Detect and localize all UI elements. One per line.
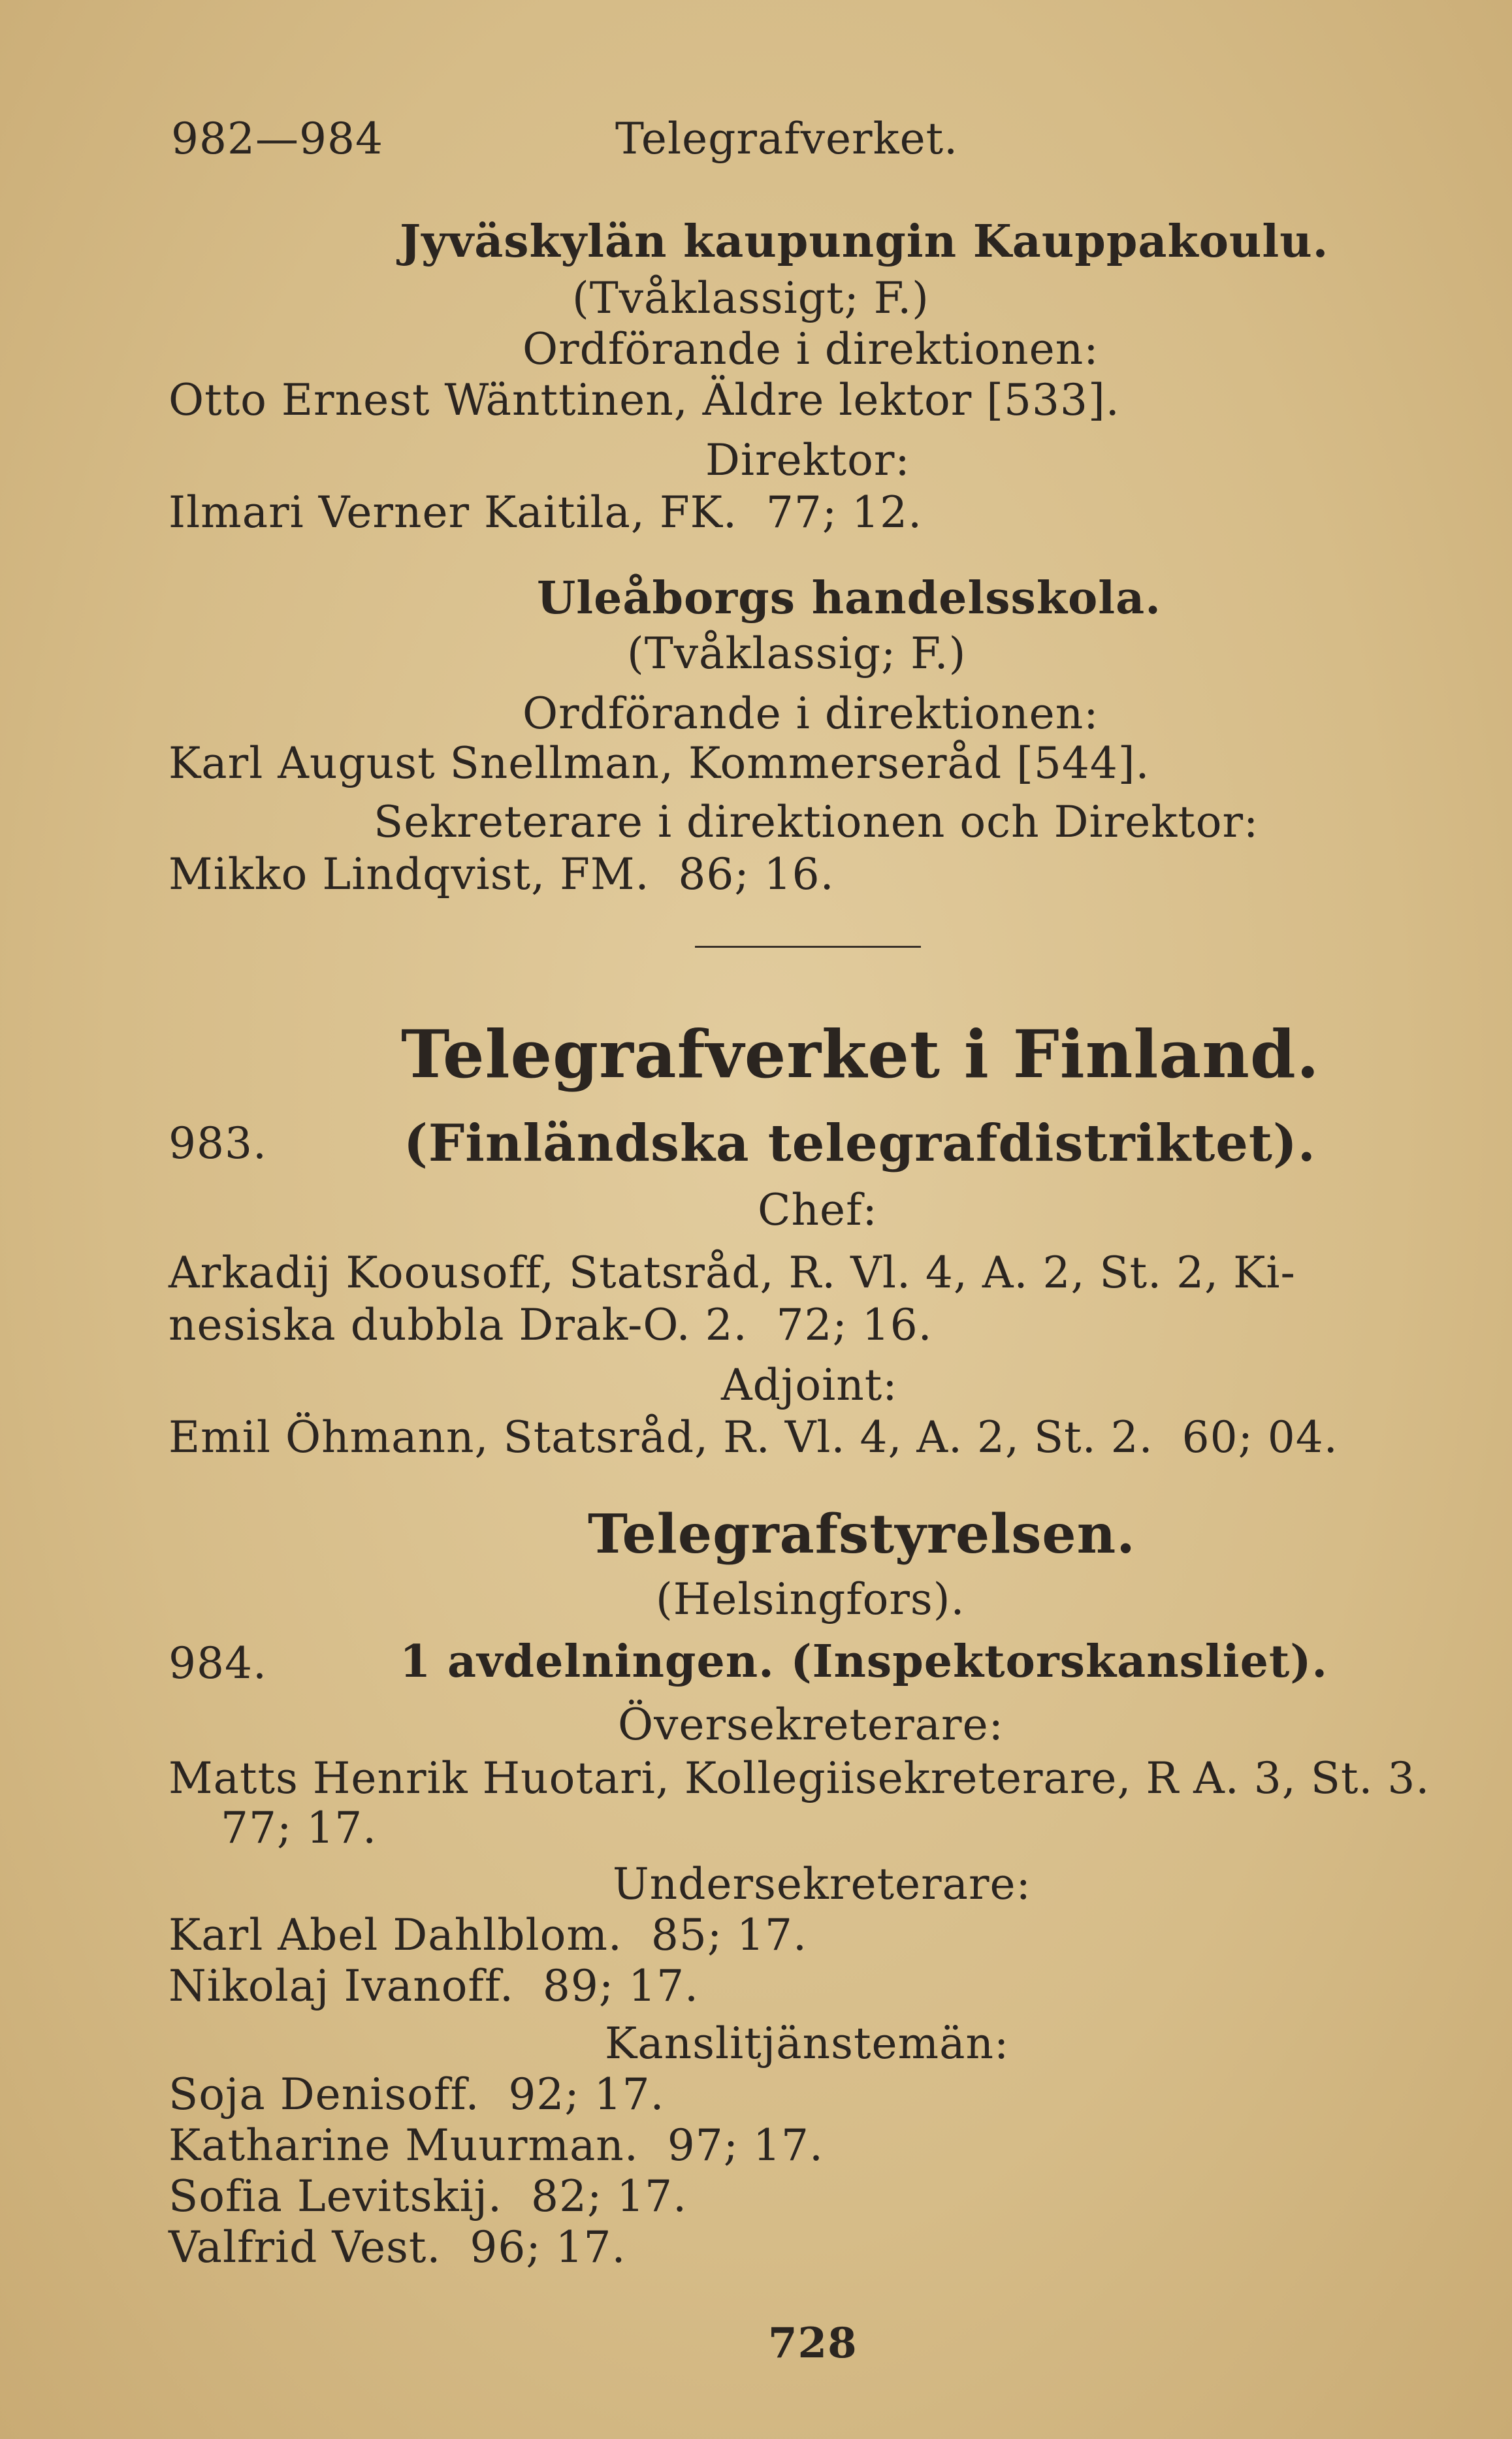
jyvaskyla-title: Jyväskylän kaupungin Kauppakoulu. (400, 216, 1329, 268)
jyvaskyla-person-2: Ilmari Verner Kaitila, FK. 77; 12. (169, 487, 923, 538)
section-divider (695, 946, 921, 948)
styrelsen-department: 1 avdelningen. (Inspektorskansliet). (400, 1636, 1328, 1688)
uleaborg-title: Uleåborgs handelsskola. (537, 572, 1161, 624)
telegraf-title: Telegrafverket i Finland. (401, 1016, 1320, 1093)
styrelsen-title: Telegrafstyrelsen. (588, 1503, 1136, 1566)
uleaborg-subtitle: (Tvåklassig; F.) (627, 628, 967, 679)
styrelsen-location: (Helsingfors). (656, 1574, 965, 1624)
uleaborg-role-1: Ordförande i direktionen: (523, 688, 1099, 739)
telegraf-person-1-line-1: Arkadij Koousoff, Statsråd, R. Vl. 4, A. 2, St. 2, Ki- (169, 1248, 1296, 1298)
styrelsen-clerk-4: Valfrid Vest. 96; 17. (169, 2222, 626, 2272)
styrelsen-role-3: Kanslitjänstemän: (605, 2018, 1010, 2069)
jyvaskyla-subtitle: (Tvåklassigt; F.) (572, 273, 929, 323)
styrelsen-person-1-line-1: Matts Henrik Huotari, Kollegiisekreterare, R A. 3, St. 3. (169, 1753, 1430, 1803)
header-range: 982—984 (171, 114, 383, 164)
styrelsen-clerk-1: Soja Denisoff. 92; 17. (169, 2069, 665, 2120)
styrelsen-role-2: Undersekreterare: (613, 1859, 1031, 1909)
telegraf-subtitle: (Finländska telegrafdistriktet). (404, 1114, 1316, 1173)
jyvaskyla-role-2: Direktor: (705, 435, 910, 485)
running-title: Telegrafverket. (615, 114, 959, 164)
uleaborg-role-2: Sekreterare i direktionen och Direktor: (374, 797, 1259, 847)
telegraf-role-1: Chef: (758, 1185, 878, 1235)
jyvaskyla-person-1: Otto Ernest Wänttinen, Äldre lektor [533]. (169, 375, 1120, 425)
styrelsen-clerk-3: Sofia Levitskij. 82; 17. (169, 2171, 688, 2221)
styrelsen-role-1: Översekreterare: (618, 1700, 1004, 1750)
telegraf-person-2: Emil Öhmann, Statsråd, R. Vl. 4, A. 2, St. 2. 60; 04. (169, 1412, 1338, 1462)
styrelsen-under-2: Nikolaj Ivanoff. 89; 17. (169, 1961, 700, 2011)
telegraf-person-1-line-2: nesiska dubbla Drak-O. 2. 72; 16. (169, 1300, 933, 1350)
styrelsen-clerk-2: Katharine Muurman. 97; 17. (169, 2120, 824, 2171)
uleaborg-person-2: Mikko Lindqvist, FM. 86; 16. (169, 849, 835, 899)
uleaborg-person-1: Karl August Snellman, Kommerseråd [544]. (169, 738, 1150, 788)
telegraf-number: 983. (169, 1118, 267, 1169)
styrelsen-under-1: Karl Abel Dahlblom. 85; 17. (169, 1910, 808, 1960)
styrelsen-number: 984. (169, 1638, 267, 1688)
styrelsen-person-1-line-2: 77; 17. (221, 1803, 378, 1853)
telegraf-role-2: Adjoint: (721, 1360, 898, 1410)
jyvaskyla-role-1: Ordförande i direktionen: (523, 324, 1099, 374)
page-number: 728 (768, 2319, 858, 2368)
